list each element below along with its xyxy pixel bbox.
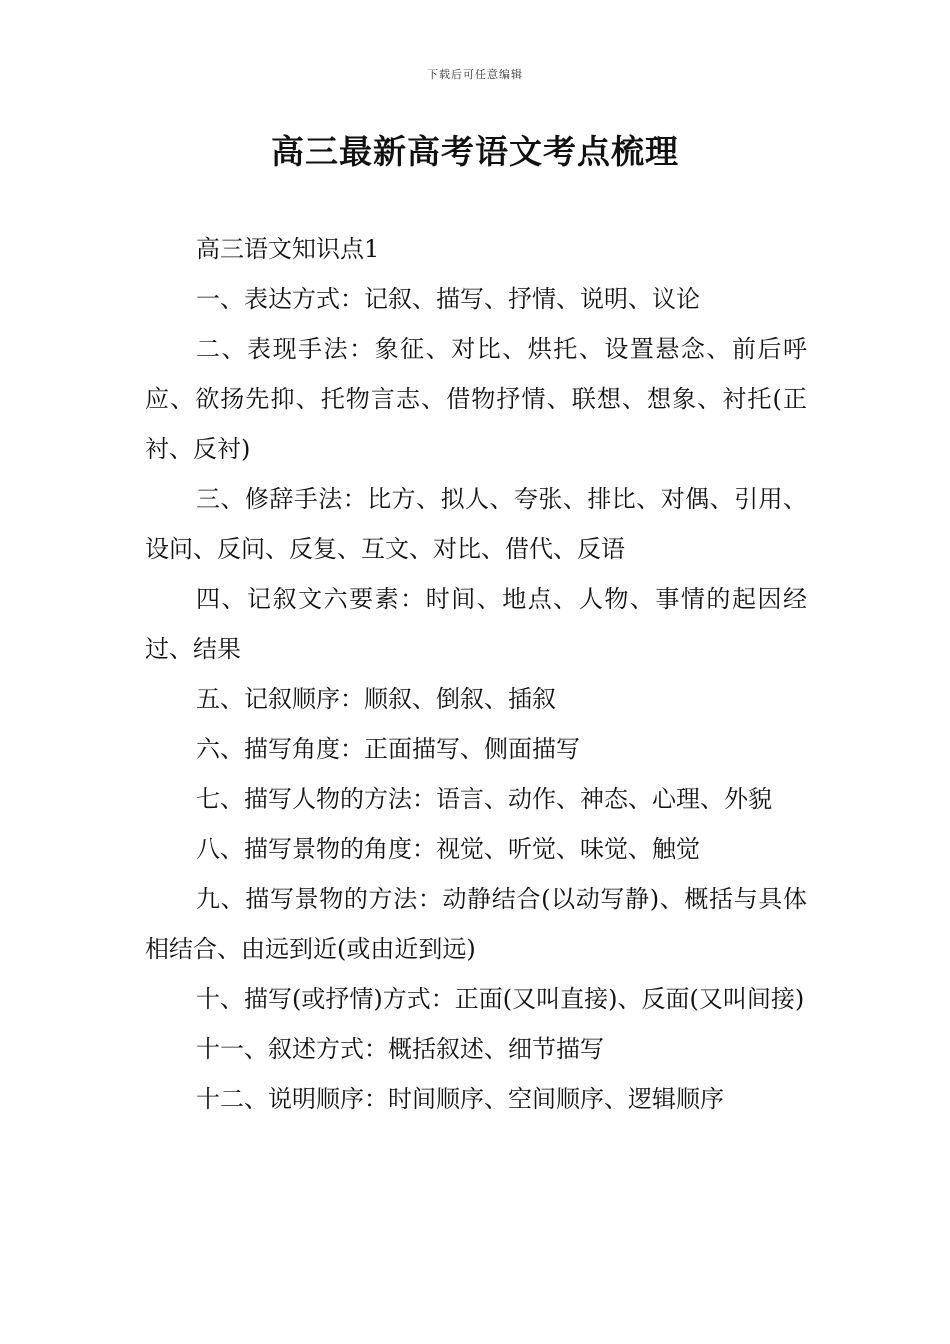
paragraph-explanation-order: 十二、说明顺序：时间顺序、空间顺序、逻辑顺序: [196, 1085, 724, 1113]
paragraph-section-heading: 高三语文知识点1: [196, 235, 380, 263]
paragraph-character-description: 七、描写人物的方法：语言、动作、神态、心理、外貌: [196, 785, 772, 813]
paragraph-expressive-techniques: 二、表现手法：象征、对比、烘托、设置悬念、前后呼应、欲扬先抑、托物言志、借物抒情、联想、想象、衬托(正衬、反衬): [145, 335, 807, 463]
paragraph-scenery-angle: 八、描写景物的角度：视觉、听觉、味觉、触觉: [196, 835, 700, 863]
header-note: 下载后可任意编辑: [427, 68, 523, 81]
paragraph-narrative-elements: 四、记叙文六要素：时间、地点、人物、事情的起因经过、结果: [145, 585, 807, 663]
paragraph-description-angle: 六、描写角度：正面描写、侧面描写: [196, 735, 580, 763]
paragraph-description-modes: 十、描写(或抒情)方式：正面(又叫直接)、反面(又叫间接): [196, 985, 805, 1013]
document-title: 高三最新高考语文考点梳理: [271, 132, 679, 171]
paragraph-expression-methods: 一、表达方式：记叙、描写、抒情、说明、议论: [196, 285, 700, 313]
paragraph-scenery-methods: 九、描写景物的方法：动静结合(以动写静)、概括与具体相结合、由远到近(或由近到远): [145, 885, 807, 963]
document-body: [145, 224, 807, 1124]
paragraph-rhetorical-devices: 三、修辞手法：比方、拟人、夸张、排比、对偶、引用、设问、反问、反复、互文、对比、借代、反语: [145, 485, 807, 563]
paragraph-narrative-order: 五、记叙顺序：顺叙、倒叙、插叙: [196, 685, 556, 713]
paragraph-narration-modes: 十一、叙述方式：概括叙述、细节描写: [196, 1035, 604, 1063]
